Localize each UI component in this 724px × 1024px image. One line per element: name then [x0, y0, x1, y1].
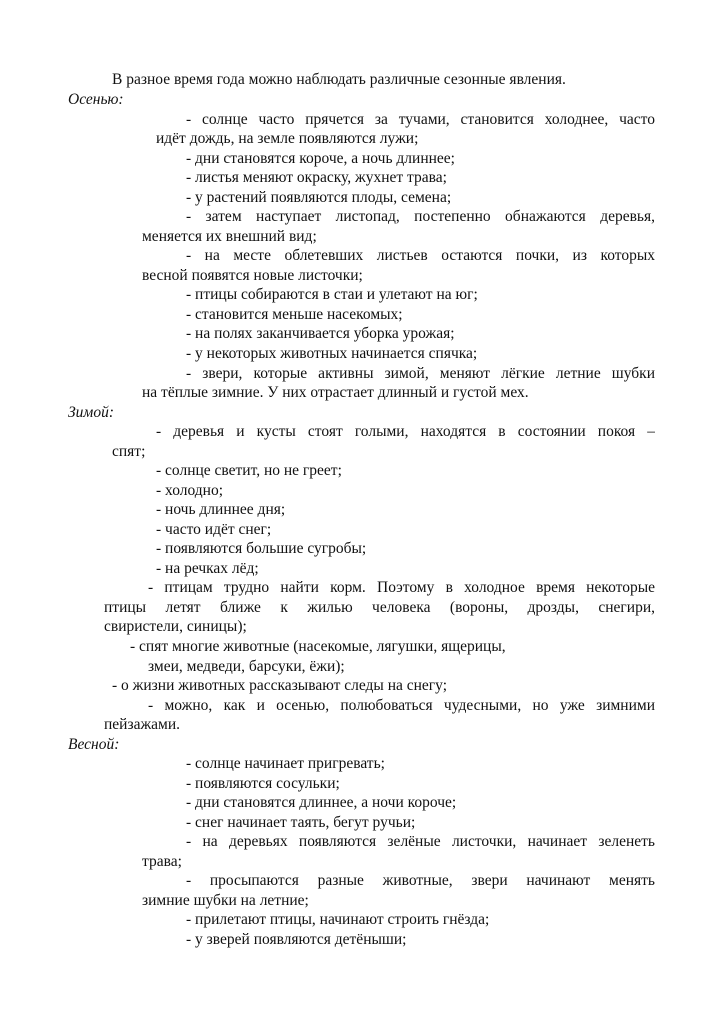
intro-paragraph: В разное время года можно наблюдать различные сезонные явления. — [112, 71, 566, 88]
winter-line-15: - можно, как и осенью, полюбоваться чудесными, но уже зимними — [148, 697, 655, 714]
winter-line-5: - ночь длиннее дня; — [156, 501, 286, 518]
winter-line-2: спят; — [112, 443, 146, 460]
spring-line-7: - просыпаются разные животные, звери начинают менять — [186, 872, 655, 889]
winter-line-10: птицы летят ближе к жилью человека (вороны, дрозды, снегири, — [104, 599, 655, 616]
autumn-line-3: - дни становятся короче, а ночь длиннее; — [186, 150, 455, 167]
spring-line-3: - дни становятся длиннее, а ночи короче; — [186, 794, 457, 811]
winter-line-14: - о жизни животных рассказывают следы на снегу; — [112, 677, 448, 694]
autumn-line-15: на тёплые зимние. У них отрастает длинный и густой мех. — [142, 384, 529, 401]
winter-line-4: - холодно; — [156, 482, 224, 499]
autumn-line-11: - становится меньше насекомых; — [186, 306, 403, 323]
spring-line-1: - солнце начинает пригревать; — [186, 755, 385, 772]
winter-line-13: змеи, медведи, барсуки, ёжи); — [148, 658, 345, 675]
autumn-line-9: весной появятся новые листочки; — [142, 267, 363, 284]
spring-line-5: - на деревьях появляются зелёные листочки, начинает зеленеть — [186, 833, 655, 850]
autumn-line-1: - солнце часто прячется за тучами, становится холоднее, часто — [186, 111, 655, 128]
spring-heading: Весной: — [68, 736, 120, 753]
spring-line-4: - снег начинает таять, бегут ручьи; — [186, 814, 416, 831]
autumn-heading: Осенью: — [68, 91, 124, 108]
autumn-line-5: - у растений появляются плоды, семена; — [186, 189, 452, 206]
autumn-line-13: - у некоторых животных начинается спячка; — [186, 345, 478, 362]
autumn-line-2: идёт дождь, на земле появляются лужи; — [156, 130, 419, 147]
autumn-line-7: меняется их внешний вид; — [142, 228, 317, 245]
winter-line-11: свиристели, синицы); — [104, 618, 247, 635]
autumn-line-8: - на месте облетевших листьев остаются почки, из которых — [186, 247, 655, 264]
winter-line-12: - спят многие животные (насекомые, лягушки, ящерицы, — [130, 638, 506, 655]
winter-line-16: пейзажами. — [104, 716, 181, 733]
winter-line-7: - появляются большие сугробы; — [156, 540, 367, 557]
spring-line-9: - прилетают птицы, начинают строить гнёзда; — [186, 911, 490, 928]
spring-line-6: трава; — [142, 853, 182, 870]
autumn-line-12: - на полях заканчивается уборка урожая; — [186, 325, 455, 342]
winter-heading: Зимой: — [68, 404, 114, 421]
autumn-line-10: - птицы собираются в стаи и улетают на юг; — [186, 286, 478, 303]
spring-line-10: - у зверей появляются детёныши; — [186, 931, 407, 948]
winter-line-6: - часто идёт снег; — [156, 521, 272, 538]
winter-line-3: - солнце светит, но не греет; — [156, 462, 342, 479]
winter-line-9: - птицам трудно найти корм. Поэтому в холодное время некоторые — [148, 579, 655, 596]
winter-line-8: - на речках лёд; — [156, 560, 259, 577]
spring-line-8: зимние шубки на летние; — [142, 892, 309, 909]
winter-line-1: - деревья и кусты стоят голыми, находятся в состоянии покоя – — [156, 423, 655, 440]
spring-line-2: - появляются сосульки; — [186, 775, 340, 792]
autumn-line-14: - звери, которые активны зимой, меняют лёгкие летние шубки — [186, 365, 655, 382]
autumn-line-6: - затем наступает листопад, постепенно обнажаются деревья, — [186, 208, 655, 225]
autumn-line-4: - листья меняют окраску, жухнет трава; — [186, 169, 447, 186]
